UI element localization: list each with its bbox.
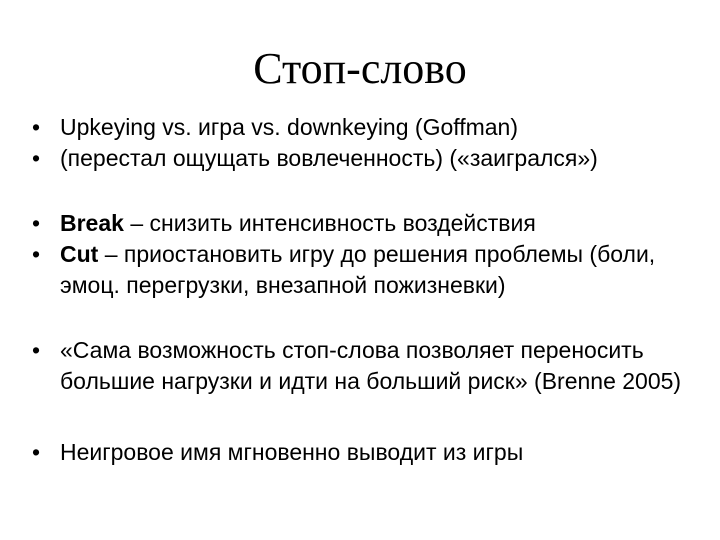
bullet-text: Upkeying vs. игра vs. downkeying (Goffman): [60, 114, 519, 140]
bullet-list: [32, 112, 702, 468]
bullet-text: Неигровое имя мгновенно выводит из игры: [60, 439, 524, 465]
bullet-dot-icon: •: [32, 210, 41, 236]
slide-title: Стоп-слово: [253, 44, 467, 93]
bullet-term: Break: [60, 210, 124, 236]
bullet-item-cut: [32, 239, 702, 301]
bullet-text: – приостановить игру до решения проблемы (боли, эмоц. перегрузки, внезапной пожизневки): [60, 241, 656, 298]
bullet-item-name: [32, 437, 702, 468]
bullet-text: – снизить интенсивность воздействия: [123, 210, 536, 236]
bullet-text: «Сама возможность стоп-слова позволяет переносить большие нагрузки и идти на больший риск» (Brenne 2005): [60, 337, 682, 394]
bullet-text: (перестал ощущать вовлеченность) («заигрался»): [60, 145, 598, 171]
bullet-item-break: [32, 208, 702, 239]
bullet-term: Cut: [60, 241, 99, 267]
bullet-dot-icon: •: [32, 337, 41, 363]
bullet-dot-icon: •: [32, 439, 41, 465]
bullet-item-upkeying: [32, 112, 702, 143]
bullet-item-engagement: [32, 143, 702, 174]
bullet-dot-icon: •: [32, 145, 41, 171]
bullet-item-quote: [32, 335, 702, 397]
bullet-dot-icon: •: [32, 114, 41, 140]
bullet-dot-icon: •: [32, 241, 41, 267]
